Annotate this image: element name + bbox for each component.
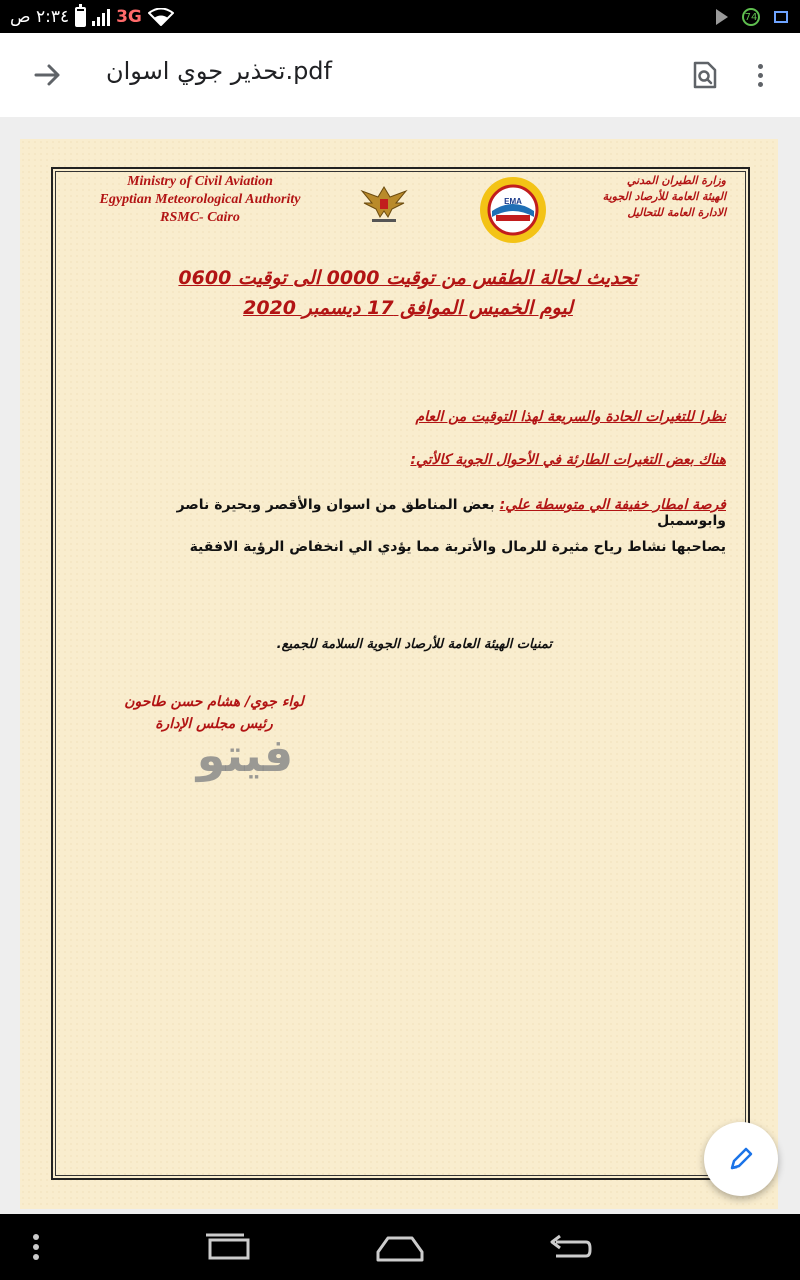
arrow-right-icon[interactable]	[28, 55, 68, 95]
play-store-icon	[716, 9, 728, 25]
wifi-icon	[148, 8, 174, 26]
navigation-bar	[0, 1214, 800, 1280]
rain-label: فرصة امطار خفيفة الي متوسطة علي:	[499, 497, 726, 513]
status-bar	[0, 0, 800, 33]
pdf-viewer[interactable]	[0, 117, 800, 1214]
find-in-page-icon[interactable]	[684, 55, 724, 95]
header-english: Ministry of Civil Aviation Egyptian Meteorological Authority RSMC- Cairo	[99, 174, 301, 225]
closing-wishes: تمنيات الهيئة العامة للأرصاد الجوية السلامة للجميع.	[276, 637, 552, 652]
eagle-logo	[360, 183, 408, 225]
status-right	[716, 5, 788, 29]
screen-icon	[774, 11, 788, 23]
header-arabic: وزارة الطيران المدني الهيئة العامة للأرصاد الجوية الادارة العامة للتحاليل	[602, 174, 726, 219]
ema-logo	[478, 175, 548, 245]
signal-icon	[92, 8, 110, 26]
document-main-title: تحديث لحالة الطقس من توقيت 0000 الى توقيت 0600 ليوم الخميس الموافق 17 ديسمبر 2020	[178, 267, 638, 319]
back-icon[interactable]	[546, 1228, 594, 1266]
svg-text:EMA: EMA	[504, 197, 522, 206]
pdf-page	[20, 139, 778, 1209]
notification-badge: 74	[742, 8, 760, 26]
app-toolbar	[0, 33, 800, 117]
paragraph-intro: نظرا للتغيرات الحادة والسريعة لهذا التوقيت من العام	[415, 409, 726, 425]
battery-icon	[75, 7, 86, 27]
recent-apps-icon[interactable]	[204, 1228, 252, 1266]
more-vert-icon[interactable]	[744, 55, 776, 95]
paragraph-rain	[106, 497, 726, 529]
network-type: 3G	[116, 7, 142, 27]
home-icon[interactable]	[374, 1228, 426, 1266]
clock: ٢:٣٤ ص	[10, 7, 70, 27]
edit-button[interactable]	[704, 1122, 778, 1196]
paragraph-changes: هناك بعض التغيرات الطارئة في الأحوال الجوية كالأتي:	[410, 452, 726, 468]
menu-dots-icon[interactable]	[26, 1228, 46, 1266]
document-title: تحذير جوي اسوان.pdf	[106, 57, 332, 85]
signature-block: لواء جوي/ هشام حسن طاحون رئيس مجلس الإدارة	[124, 694, 304, 732]
paragraph-wind: يصاحبها نشاط رياح مثيرة للرمال والأتربة مما يؤدي الي انخفاض الرؤية الافقية	[189, 539, 726, 555]
pencil-edit-icon	[726, 1144, 756, 1174]
watermark-logo	[170, 721, 320, 785]
svg-text:فيتو: فيتو	[196, 728, 294, 782]
status-left	[10, 5, 174, 29]
rain-text: بعض المناطق من اسوان والأقصر وبحيرة ناصر وابوسمبل	[176, 497, 726, 529]
